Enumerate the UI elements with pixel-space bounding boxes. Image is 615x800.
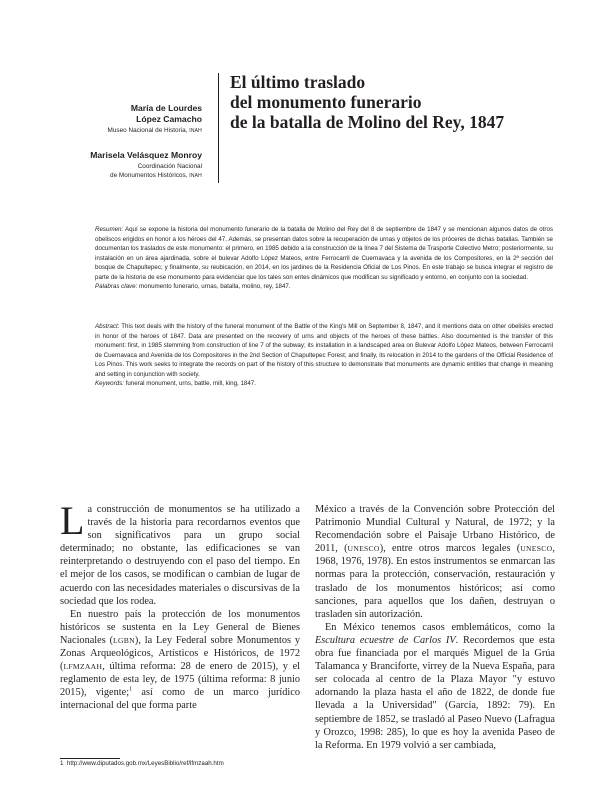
author-name: Marisela Velásquez Monroy bbox=[90, 150, 202, 160]
keywords-text: funeral monument, urns, battle, mill, king, 1847. bbox=[123, 380, 256, 388]
footnote-link[interactable]: http://www.diputados.gob.mx/LeyesBiblio/ref/lfmzaah.htm bbox=[66, 760, 224, 767]
institution-acronym: INAH bbox=[189, 173, 202, 179]
title-line-2: del monumento funerario bbox=[230, 92, 422, 112]
title-line-3: de la batalla de Molino del Rey, 1847 bbox=[230, 112, 505, 132]
drop-cap: L bbox=[60, 498, 85, 543]
footnote-rule bbox=[60, 758, 120, 759]
body-column-left bbox=[60, 498, 301, 713]
keywords-label: Keywords: bbox=[95, 380, 124, 388]
institution-acronym: INAH bbox=[189, 128, 202, 134]
abstract-spanish bbox=[95, 225, 553, 292]
resumen-label: Resumen: bbox=[95, 226, 124, 233]
palabras-clave-label: Palabras clave: bbox=[95, 283, 138, 291]
abstract-english bbox=[95, 322, 553, 389]
abstract-text: This text deals with the history of the funeral monument of the Battle of the King's Mill on September 8, 1847, and it mentions data on other obelisks erected in honor of the heroes of 1847. Data are presented on the recovery of urns and objects of the heroes of these battles. Also documented is the transfer of this monument: first, in 1985 stemming from construction of line 7 of the subway; its installation in a landscaped area on Bulevar Adolfo López Mateos, between Ferrocarril de Cuernavaca and Avenida de los Compositores in the 2nd Section of Chapultepec Forest; and finally, its relocation in 2014 to the gardens of the Official Residence of Los Pinos. This work seeks to integrate the records on part of the history of this structure to demonstrate that monuments are dynamic entities that change in meaning and setting in conjunction with society. bbox=[95, 323, 553, 378]
body-paragraph: En México tenemos casos emblemáticos, como la Escultura ecuestre de Carlos IV. Recordemos que esta obra fue financiada por el marqués Miguel de la Grúa Talamanca y Branciforte, virrey de la Nueva España, para ser colocada al centro de la Plaza Mayor "y estuvo adornando la plaza hasta el año de 1822, de donde fue llevada a la Universidad" (García, 1892: 79). En septiembre de 1852, se trasladó al Paseo Nuevo (Lafragua y Orozco, 1998: 285), lo que es hoy la avenida Paseo de la Reforma. En 1979 volvió a ser cambiada, bbox=[315, 621, 555, 751]
abstract-label: Abstract: bbox=[95, 323, 120, 330]
footnote-ref[interactable]: 1 bbox=[129, 686, 133, 693]
title-divider bbox=[218, 73, 219, 183]
body-paragraph: La construcción de monumentos se ha utilizado a través de la historia para recordarnos eventos que son significativos para un grupo social determinado; no obstante, las edificaciones se van reinterpretando o destruyendo con el paso del tiempo. En el mejor de los casos, se modifican o cambian de lugar de acuerdo con las necesidades materiales o discursivas de la sociedad que los rodea. bbox=[60, 498, 300, 607]
author-1 bbox=[60, 103, 202, 136]
article-title bbox=[230, 72, 570, 132]
body-paragraph: En nuestro país la protección de los monumentos históricos se sustenta en la Ley General de Bienes Nacionales (LGBN), la Ley Federal sobre Monumentos y Zonas Arqueológicos, Artísticos e Históricos, de 1972 (LFMZAAH, última reforma: 28 de enero de 2015), y el reglamento de esta ley, de 1975 (última reforma: 8 junio 2015), vigente;$^1$ así como de un marco jurídico internacional del que forma parte bbox=[60, 608, 301, 712]
resumen-text: Aquí se expone la historia del monumento funerario de la batalla de Molino del Rey del 8 de septiembre de 1847 y se mencionan algunos datos de otros obeliscos erigidos en honor a los héroes del 47. Además, se presentan datos sobre la recuperación de urnas y objetos de los próceres de dichas batallas. También se documentan los traslados de este monumento: el primero, en 1985 debido a la construcción de la línea 7 del Sistema de Trasporte Colectivo Metro; posteriormente, su instalación en un área ajardinada, sobre el bulevar Adolfo López Mateos, entre Ferrocarril de Cuernavaca y la avenida de los Compositores, en la 2ª sección del bosque de Chapultepec; y finalmente, su reubicación, en 2014, en los jardines de la Residencia Oficial de Los Pinos. En este trabajo se busca integrar el registro de parte de la historia de ese monumento para evidenciar que los tales son entes dinámicos que modifican su significado y entorno, en conjunto con la sociedad. bbox=[95, 226, 553, 281]
author-name: María de Lourdes López Camacho bbox=[130, 103, 202, 124]
author-affiliation: Museo Nacional de Historia, INAH bbox=[107, 127, 202, 134]
artwork-title: Escultura ecuestre de Carlos IV bbox=[315, 634, 456, 646]
body-paragraph: México a través de la Convención sobre Protección del Patrimonio Mundial Cultural y Natural, de 1972; y la Recomendación sobre el Paisaje Urbano Histórico, de 2011, (UNESCO), entre otros marcos legales (UNESCO, 1968, 1976, 1978). En estos instrumentos se enmarcan las normas para la protección, conservación, restauración y traslado de los monumentos históricos; así como sanciones, para aquellos que los dañen, destruyan o trasladen sin autorización. bbox=[315, 504, 555, 620]
author-affiliation: Coordinación Nacional de Monumentos Históricos, INAH bbox=[110, 163, 202, 179]
author-2 bbox=[60, 150, 202, 181]
palabras-clave-text: monumento funerario, urnas, batalla, molino, rey, 1847. bbox=[137, 283, 291, 291]
footnote bbox=[60, 760, 300, 768]
author-block-list bbox=[60, 103, 202, 181]
body-column-right bbox=[315, 503, 555, 752]
title-line-1: El último traslado bbox=[230, 72, 366, 92]
footnote-number: 1 bbox=[60, 760, 64, 767]
